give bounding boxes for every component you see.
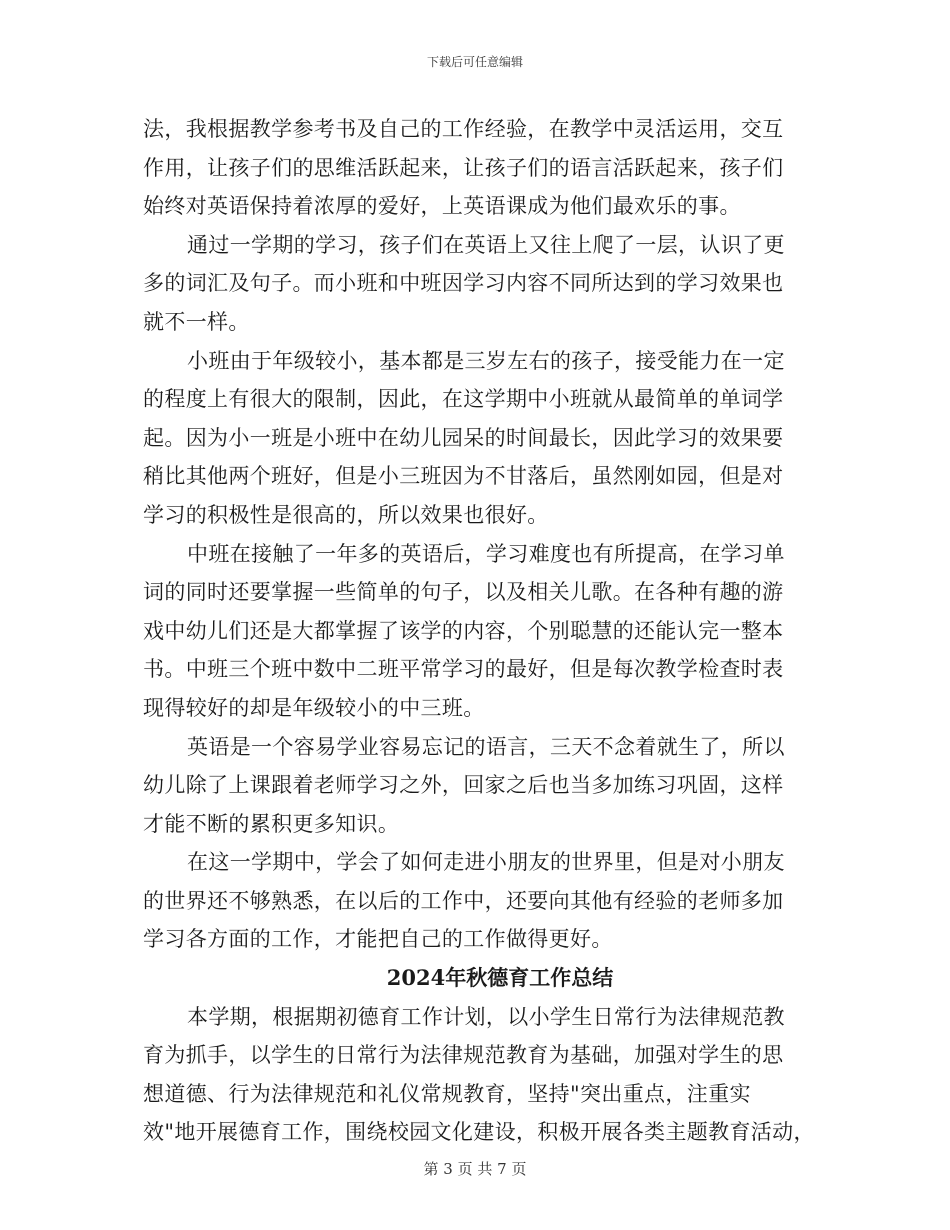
text-line: 书。中班三个班中数中二班平常学习的最好，但是每次教学检查时表 <box>143 657 784 682</box>
text-line: 才能不断的累积更多知识。 <box>143 811 400 836</box>
paragraph-start-line: 在这一学期中，学会了如何走进小朋友的世界里，但是对小朋友 <box>187 850 785 875</box>
text-line: 效"地开展德育工作，围绕校园文化建设，积极开展各类主题教育活动， <box>143 1120 815 1145</box>
paragraph-start-line: 中班在接触了一年多的英语后，学习难度也有所提高，在学习单 <box>187 541 785 566</box>
section-title: 2024年秋德育工作总结 <box>386 965 614 991</box>
page-footer: 第 3 页 共 7 页 <box>423 1160 527 1178</box>
document-body <box>143 110 823 1152</box>
paragraph-start-line: 通过一学期的学习，孩子们在英语上又往上爬了一层，认识了更 <box>187 232 785 257</box>
paragraph-start-line: 小班由于年级较小，基本都是三岁左右的孩子，接受能力在一定 <box>187 348 785 373</box>
text-line: 始终对英语保持着浓厚的爱好，上英语课成为他们最欢乐的事。 <box>143 194 741 219</box>
paragraph-start-line: 英语是一个容易学业容易忘记的语言，三天不念着就生了，所以 <box>187 734 785 759</box>
text-line: 育为抓手，以学生的日常行为法律规范教育为基础，加强对学生的思 <box>143 1043 784 1068</box>
page-header: 下载后可任意编辑 <box>426 55 523 69</box>
paragraph-start-line: 本学期，根据期初德育工作计划，以小学生日常行为法律规范教 <box>187 1004 785 1029</box>
text-line: 起。因为小一班是小班中在幼儿园呆的时间最长，因此学习的效果要 <box>143 425 784 450</box>
text-line: 幼儿除了上课跟着老师学习之外，回家之后也当多加练习巩固，这样 <box>143 773 784 798</box>
text-line: 学习各方面的工作，才能把自己的工作做得更好。 <box>143 927 613 952</box>
text-line: 就不一样。 <box>143 309 250 334</box>
text-line: 作用，让孩子们的思维活跃起来，让孩子们的语言活跃起来，孩子们 <box>143 155 784 180</box>
text-line: 法，我根据教学参考书及自己的工作经验，在教学中灵活运用，交互 <box>143 117 784 141</box>
text-line: 词的同时还要掌握一些简单的句子，以及相关儿歌。在各种有趣的游 <box>143 580 784 605</box>
text-line: 戏中幼儿们还是大都掌握了该学的内容，个别聪慧的还能认完一整本 <box>143 618 784 643</box>
text-line: 多的词汇及句子。而小班和中班因学习内容不同所达到的学习效果也 <box>143 271 784 296</box>
text-line: 的程度上有很大的限制，因此，在这学期中小班就从最简单的单词学 <box>143 387 784 412</box>
text-line: 现得较好的却是年级较小的中三班。 <box>143 695 485 720</box>
text-line: 想道德、行为法律规范和礼仪常规教育，坚持"突出重点，注重实 <box>143 1081 751 1106</box>
text-line: 学习的积极性是很高的，所以效果也很好。 <box>143 502 549 527</box>
text-line: 的世界还不够熟悉，在以后的工作中，还要向其他有经验的老师多加 <box>143 888 784 913</box>
text-line: 稍比其他两个班好，但是小三班因为不甘落后，虽然刚如园，但是对 <box>143 464 784 489</box>
